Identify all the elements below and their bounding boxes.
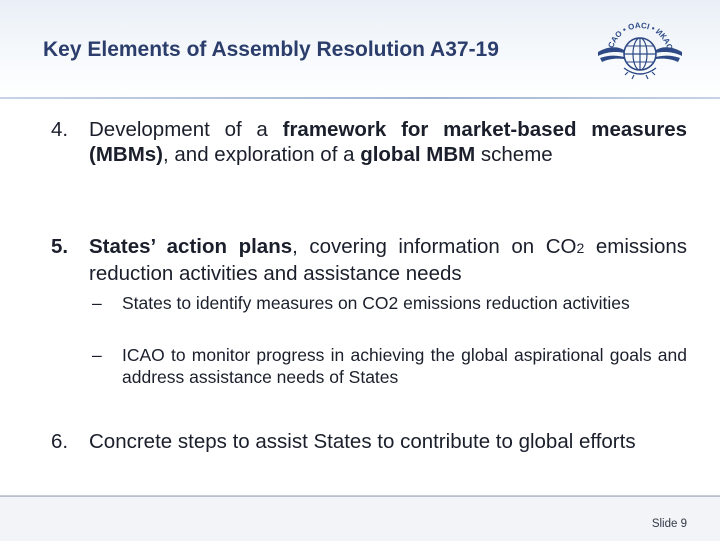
header-divider: [0, 97, 720, 99]
dash-marker: –: [92, 293, 102, 313]
item-number: 5.: [51, 235, 69, 258]
svg-text:ICAO • OACI • ИКАО: ICAO • OACI • ИКАО: [605, 20, 675, 52]
item-text: Concrete steps to assist States to contribute to global efforts: [89, 430, 636, 453]
footer-divider: [0, 496, 720, 497]
item-text: States’ action plans, covering information on CO2 emissions reduction activities and assistance needs: [89, 235, 687, 285]
item-number: 4.: [51, 118, 69, 141]
sub-item: [92, 292, 687, 314]
item-number: 6.: [51, 430, 69, 453]
list-item-6: [51, 429, 687, 454]
dash-marker: –: [92, 345, 102, 365]
slide-title: Key Elements of Assembly Resolution A37-19: [43, 38, 499, 61]
sub-item: [92, 344, 687, 388]
sub-item-text: ICAO to monitor progress in achieving the global aspirational goals and address assistance needs of States: [122, 345, 687, 387]
list-item-5: [51, 234, 687, 286]
list-item-4: [51, 117, 687, 167]
sub-item-text: States to identify measures on CO2 emissions reduction activities: [122, 293, 630, 313]
icao-emblem-icon: [594, 16, 686, 86]
item-text: Development of a framework for market-based measures (MBMs), and exploration of a global MBM scheme: [89, 118, 688, 166]
slide-footer: [0, 495, 720, 541]
slide-number: Slide 9: [651, 518, 687, 530]
